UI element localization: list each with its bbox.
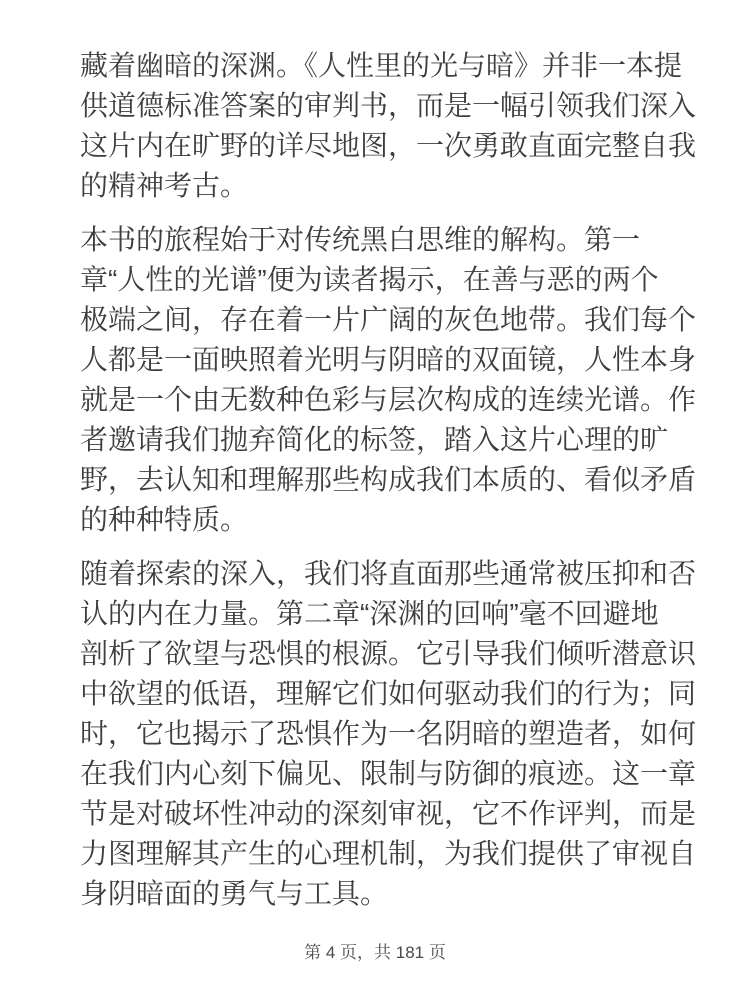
text-line: 供道德标准答案的审判书，而是一幅引领我们深入 (80, 90, 697, 121)
page-content (80, 46, 696, 928)
text-line: 的种种特质。 (80, 504, 249, 535)
text-line: 随着探索的深入，我们将直面那些通常被压抑和否 (80, 558, 697, 589)
text-line: 就是一个由无数种色彩与层次构成的连续光谱。作 (80, 384, 697, 415)
text-line: 中欲望的低语，理解它们如何驱动我们的行为；同 (80, 678, 697, 709)
text-line: 这片内在旷野的详尽地图，一次勇敢直面完整自我 (80, 130, 697, 161)
text-line: 认的内在力量。第二章“深渊的回响”毫不回避地 (80, 598, 659, 629)
paragraph (80, 554, 696, 914)
text-line: 极端之间，存在着一片广阔的灰色地带。我们每个 (80, 304, 697, 335)
text-line: 人都是一面映照着光明与阴暗的双面镜，人性本身 (80, 344, 697, 375)
page-footer (0, 941, 750, 965)
text-line: 节是对破坏性冲动的深刻审视，它不作评判，而是 (80, 798, 697, 829)
page-indicator: 第 4 页，共 181 页 (304, 943, 446, 962)
text-line: 在我们内心刻下偏见、限制与防御的痕迹。这一章 (80, 758, 697, 789)
text-line: 力图理解其产生的心理机制，为我们提供了审视自 (80, 838, 697, 869)
paragraph (80, 220, 696, 540)
paragraph (80, 46, 696, 206)
text-line: 的精神考古。 (80, 170, 249, 201)
text-line: 藏着幽暗的深渊。《人性里的光与暗》并非一本提 (80, 50, 683, 81)
text-line: 剖析了欲望与恐惧的根源。它引导我们倾听潜意识 (80, 638, 697, 669)
text-line: 时，它也揭示了恐惧作为一名阴暗的塑造者，如何 (80, 718, 697, 749)
text-line: 章“人性的光谱”便为读者揭示，在善与恶的两个 (80, 264, 659, 295)
text-line: 本书的旅程始于对传统黑白思维的解构。第一 (80, 224, 641, 255)
text-line: 身阴暗面的勇气与工具。 (80, 878, 389, 909)
text-line: 者邀请我们抛弃简化的标签，踏入这片心理的旷 (80, 424, 669, 455)
text-line: 野，去认知和理解那些构成我们本质的、看似矛盾 (80, 464, 697, 495)
